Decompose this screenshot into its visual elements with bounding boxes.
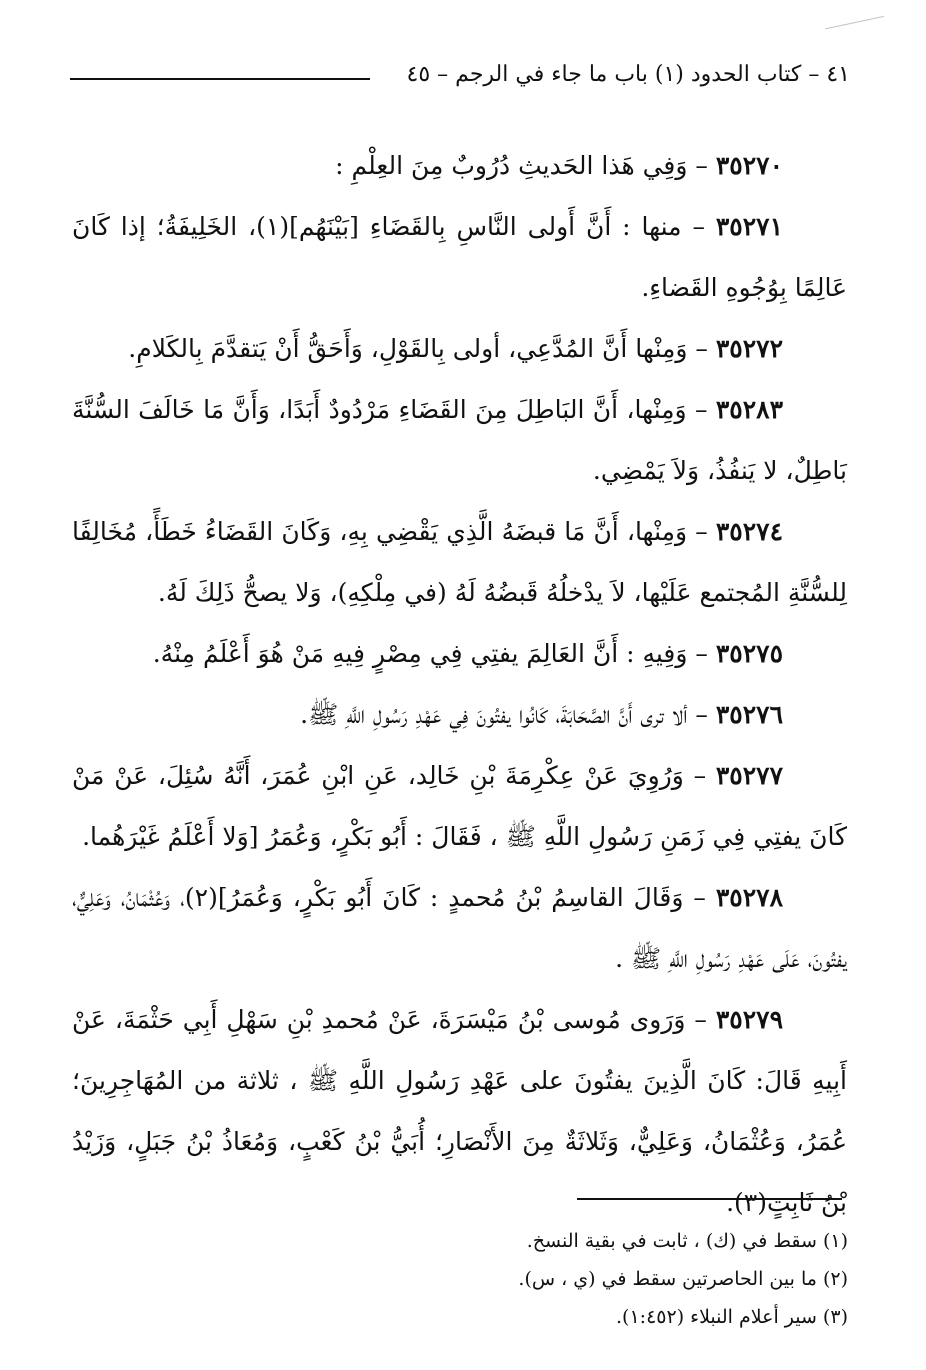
paragraph-text: – وَرَوى مُوسى بْنُ مَيْسَرَةَ، عَنْ مُحمدِ بْنِ سَهْلِ أَبِي حَثْمَةَ، عَنْ أَبِيهِ قَالَ: كَانَ الَّذِينَ يفتُونَ على عَهْدِ رَسُولِ اللَّهِ ﷺ ، ثلاثة من المُهَاجِرِينَ؛ عُمَرُ، وَعُثْمَانُ، وَعَلِيٌّ، وَثَلاثَةٌ مِنَ الأَنْصَارِ؛ أُبَيُّ بْنُ كَعْبٍ، وَمُعَاذُ بْنُ جَبَلٍ، وَزَيْدُ بْنُ ثَابِتٍ(٣).	[72, 1005, 847, 1217]
paragraph-number: ٣٥٢٧٤	[715, 517, 784, 546]
footnote: (٢) ما بين الحاصرتين سقط في (ي ، س).	[518, 1268, 848, 1290]
corner-mark	[825, 16, 887, 43]
paragraph-number: ٣٥٢٧٦	[715, 700, 783, 729]
paragraph-text: – وَمِنْها، أَنَّ البَاطِلَ مِنَ القَضَاءِ مَرْدُودٌ أَبَدًا، وَأَنَّ مَا خَالَفَ السُّنَّةَ بَاطِلٌ، لا يَنفُذُ، وَلاَ يَمْضِي.	[72, 395, 847, 485]
paragraph	[72, 867, 847, 989]
paragraph-text: – وَفِي هَذا الحَديثِ دُرُوبٌ مِنَ العِلْمِ :	[335, 151, 708, 180]
paragraph-text: – وَمِنْها أَنَّ المُدَّعِي، أولى بِالقَوْلِ، وَأَحَقُّ أَنْ يَتقدَّمَ بِالكَلامِ.	[128, 334, 708, 363]
footnotes	[148, 1222, 848, 1336]
paragraph-number: ٣٥٢٧٠	[715, 151, 783, 180]
paragraph	[72, 684, 847, 745]
paragraph-number: ٣٥٢٧٢	[715, 334, 783, 363]
paragraph	[72, 501, 847, 623]
paragraph	[72, 745, 847, 867]
paragraph-text: – وَفِيهِ : أَنَّ العَالِمَ يفتِي فِي مِصْرٍ فِيهِ مَنْ هُوَ أَعْلَمُ مِنْهُ.	[152, 639, 708, 668]
paragraph	[72, 318, 847, 379]
footnote: (٣) سير أعلام النبلاء (١:٤٥٢).	[616, 1306, 848, 1328]
paragraph-number: ٣٥٢٧٥	[715, 639, 783, 668]
main-text	[72, 135, 847, 1233]
paragraph	[72, 989, 847, 1233]
footnote: (١) سقط في (ك) ، ثابت في بقية النسخ.	[526, 1230, 848, 1252]
paragraph-text: – منها : أَنَّ أَولى النَّاسِ بِالقَضَاءِ [بَيْنَهُم](١)، الخَلِيفَةُ؛ إذا كَانَ عَالِمًا بِوُجُوهِ القَضاءِ.	[72, 212, 847, 302]
paragraph	[72, 379, 847, 501]
paragraph-text: – وَقَالَ القاسِمُ بْنُ مُحمدٍ : كَانَ أَبُو بَكْرٍ، وَعُمَرُ](٢)، وَعُثْمَانُ، وَعَلِيٌّ، يفتُونَ، عَلَى عَهْدِ رَسُولِ اللَّهِ ﷺ .	[72, 883, 847, 973]
paragraph-text: – وَمِنْها، أَنَّ مَا قبضَهُ الَّذِي يَقْضِي بِهِ، وَكَانَ القَضَاءُ خَطَأً، مُخَالِفًا لِلسُّنَّةِ المُجتمع عَلَيْها، لاَ يدْخلُهُ قَبضُهُ لَهُ (في مِلْكِهِ)، وَلا يصحُّ ذَلِكَ لَهُ.	[72, 517, 847, 607]
running-header	[70, 58, 850, 98]
paragraph-text: – ألا ترى أَنَّ الصَّحَابَةَ، كَانُوا يفتُونَ فِي عَهْدِ رَسُولِ اللَّهِ ﷺ.	[300, 700, 708, 729]
paragraph	[72, 196, 847, 318]
paragraph-number: ٣٥٢٧١	[715, 212, 783, 241]
paragraph-number: ٣٥٢٨٣	[715, 395, 783, 424]
header-title: ٤١ – كتاب الحدود (١) باب ما جاء في الرجم – ٤٥	[406, 62, 850, 87]
header-rule	[70, 78, 370, 80]
paragraph	[72, 623, 847, 684]
paragraph-number: ٣٥٢٧٧	[715, 761, 783, 790]
paragraph-number: ٣٥٢٧٩	[715, 1005, 783, 1034]
paragraph	[72, 135, 847, 196]
footnote-rule	[577, 1198, 842, 1200]
paragraph-number: ٣٥٢٧٨	[715, 883, 783, 912]
paragraph-text: – وَرُوِيَ عَنْ عِكْرِمَةَ بْنِ خَالِد، عَنِ ابْنِ عُمَرَ، أَنَّهُ سُئِلَ، عَنْ مَنْ كَانَ يفتِي فِي زَمَنِ رَسُولِ اللَّهِ ﷺ ، فَقَالَ : أَبُو بَكْرٍ، وَعُمَرُ [وَلا أَعْلَمُ غَيْرَهُما.	[72, 761, 847, 851]
